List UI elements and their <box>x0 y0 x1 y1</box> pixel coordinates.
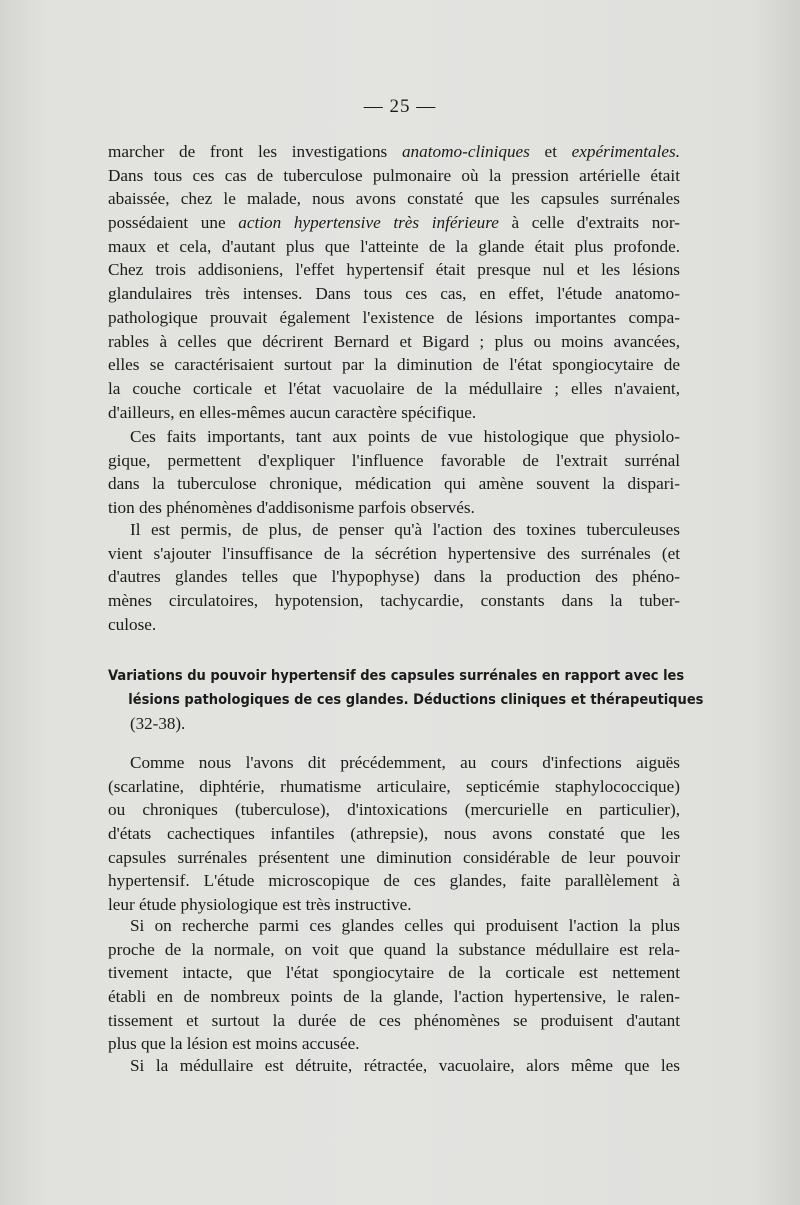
paragraph-5 <box>108 914 680 1056</box>
text-line: rables à celles que décrirent Bernard et Bigard ; plus ou moins avancées, <box>108 331 680 351</box>
text-line: gique, permettent d'expliquer l'influence favorable de l'extrait surrénal <box>108 450 680 470</box>
text-line: capsules surrénales présentent une diminution considérable de leur pouvoir <box>108 847 680 867</box>
heading-line: Variations du pouvoir hypertensif des capsules surrénales en rapport avec les <box>108 668 685 684</box>
text-line: établi en de nombreux points de la glande, l'action hypertensive, le ralen- <box>108 987 680 1007</box>
text-line: abaissée, chez le malade, nous avons constaté que les capsules surrénales <box>108 189 680 209</box>
text-line: ou chroniques (tuberculose), d'intoxications (mercurielle en particulier), <box>108 800 680 820</box>
text-line: culose. <box>108 614 157 634</box>
paragraph-3 <box>108 518 680 636</box>
text-line: Si la médullaire est détruite, rétractée, vacuolaire, alors même que les <box>130 1056 680 1075</box>
text-line: dans la tuberculose chronique, médication qui amène souvent la dispari- <box>108 474 680 494</box>
text-line: hypertensif. L'étude microscopique de ces glandes, faite parallèlement à <box>108 871 680 891</box>
text-line: Dans tous ces cas de tuberculose pulmonaire où la pression artérielle était <box>108 165 680 185</box>
text-line: maux et cela, d'autant plus que l'atteinte de la glande était plus profonde. <box>108 236 680 256</box>
text-line: tissement et surtout la durée de ces phénomènes se produisent d'autant <box>108 1010 680 1030</box>
text-line: elles se caractérisaient surtout par la diminution de l'état spongiocytaire de <box>108 355 680 375</box>
text-line: Comme nous l'avons dit précédemment, au cours d'infections aiguës <box>130 753 680 772</box>
text-line: possédaient une action hypertensive très inférieure à celle d'extraits nor- <box>108 213 681 233</box>
text-line: leur étude physiologique est très instructive. <box>108 895 412 915</box>
text-line: plus que la lésion est moins accusée. <box>108 1034 360 1054</box>
paragraph-6 <box>108 1054 680 1078</box>
heading-reference: (32-38). <box>130 714 186 733</box>
page-number: — 25 — <box>363 96 437 117</box>
text-line: d'autres glandes telles que l'hypophyse) dans la production des phéno- <box>108 567 680 587</box>
text-line: glandulaires très intenses. Dans tous ces cas, en effet, l'étude anatomo- <box>108 284 680 304</box>
text-line: Il est permis, de plus, de penser qu'à l'action des toxines tuberculeuses <box>130 520 680 539</box>
text-line: proche de la normale, on voit que quand la substance médullaire est rela- <box>108 939 680 959</box>
text-line: marcher de front les investigations anatomo-cliniques et expérimentales. <box>108 142 680 161</box>
text-line: mènes circulatoires, hypotension, tachycardie, constants dans la tuber- <box>108 591 680 611</box>
text-line: d'ailleurs, en elles-mêmes aucun caractère spécifique. <box>108 402 477 422</box>
text-line: pathologique prouvait également l'existence de lésions importantes compa- <box>108 307 680 327</box>
section-heading <box>108 664 704 736</box>
paragraph-4 <box>108 751 680 917</box>
paragraph-1 <box>108 140 680 424</box>
text-line: Chez trois addisoniens, l'effet hypertensif était presque nul et les lésions <box>108 260 680 280</box>
text-line: d'états cachectiques infantiles (athrepsie), nous avons constaté que les <box>108 824 680 844</box>
heading-line: lésions pathologiques de ces glandes. Déductions cliniques et thérapeutiques <box>128 692 704 708</box>
paragraph-2 <box>108 425 680 520</box>
text-line: vient s'ajouter l'insuffisance de la sécrétion hypertensive des surrénales (et <box>108 543 680 563</box>
text-line: Ces faits importants, tant aux points de vue histologique que physiolo- <box>130 427 680 446</box>
text-line: la couche corticale et l'état vacuolaire de la médullaire ; elles n'avaient, <box>108 378 680 398</box>
text-line: tivement intacte, que l'état spongiocytaire de la corticale est nettement <box>108 963 680 983</box>
text-line: tion des phénomènes d'addisonisme parfois observés. <box>108 498 475 518</box>
text-line: (scarlatine, diphtérie, rhumatisme articulaire, septicémie staphylococcique) <box>108 776 680 796</box>
text-line: Si on recherche parmi ces glandes celles qui produisent l'action la plus <box>130 916 680 935</box>
